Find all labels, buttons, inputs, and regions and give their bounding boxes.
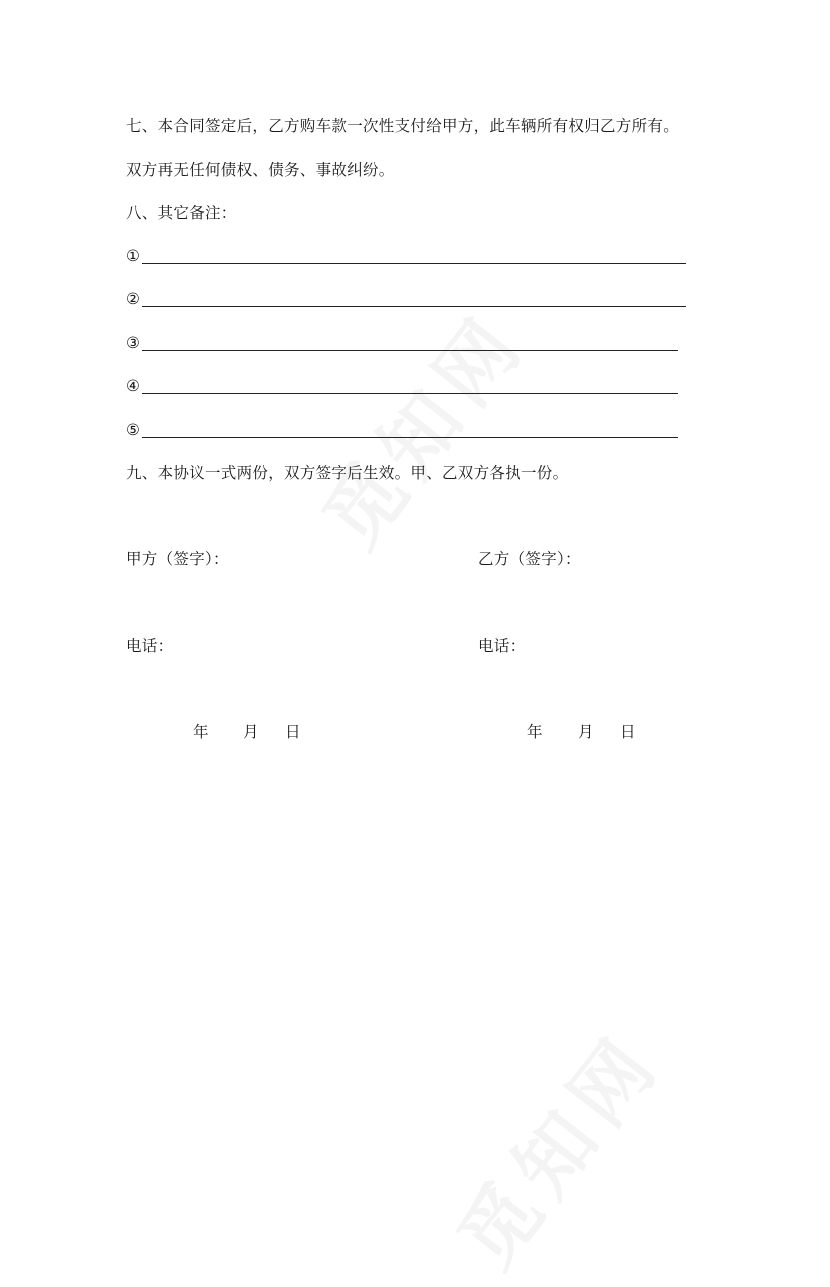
remark-item	[126, 331, 678, 353]
remark-item	[126, 374, 678, 396]
party-b-phone-label: 电话：	[478, 637, 526, 655]
party-b-date-day: 日	[620, 723, 636, 741]
remark-number: ④	[126, 377, 140, 395]
remark-blank-line[interactable]	[142, 350, 678, 351]
remark-number: ③	[126, 334, 140, 352]
clause-eight-heading: 八、其它备注：	[126, 204, 237, 222]
watermark	[428, 1005, 682, 1287]
remark-number: ①	[126, 247, 140, 265]
party-a-date-day: 日	[285, 723, 301, 741]
party-a-date-month: 月	[243, 723, 259, 741]
remark-number: ②	[126, 290, 140, 308]
party-a-signature-label: 甲方（签字）：	[126, 550, 229, 568]
clause-seven-line-1: 七、本合同签定后，乙方购车款一次性支付给甲方，此车辆所有权归乙方所有。	[126, 117, 680, 135]
clause-seven-line-2: 双方再无任何债权、债务、事故纠纷。	[126, 161, 395, 179]
party-b-signature-label: 乙方（签字）：	[478, 550, 581, 568]
party-b-date-month: 月	[578, 723, 594, 741]
remark-blank-line[interactable]	[142, 437, 678, 438]
remark-item	[126, 287, 686, 309]
remark-blank-line[interactable]	[142, 263, 686, 264]
remark-item	[126, 244, 686, 266]
remark-number: ⑤	[126, 421, 140, 439]
remark-blank-line[interactable]	[142, 306, 686, 307]
clause-nine-text: 九、本协议一式两份，双方签字后生效。甲、乙双方各执一份。	[126, 464, 569, 482]
party-a-phone-label: 电话：	[126, 637, 174, 655]
remark-item	[126, 418, 678, 440]
remark-blank-line[interactable]	[142, 393, 678, 394]
party-b-date-year: 年	[527, 723, 543, 741]
party-a-date-year: 年	[193, 723, 209, 741]
